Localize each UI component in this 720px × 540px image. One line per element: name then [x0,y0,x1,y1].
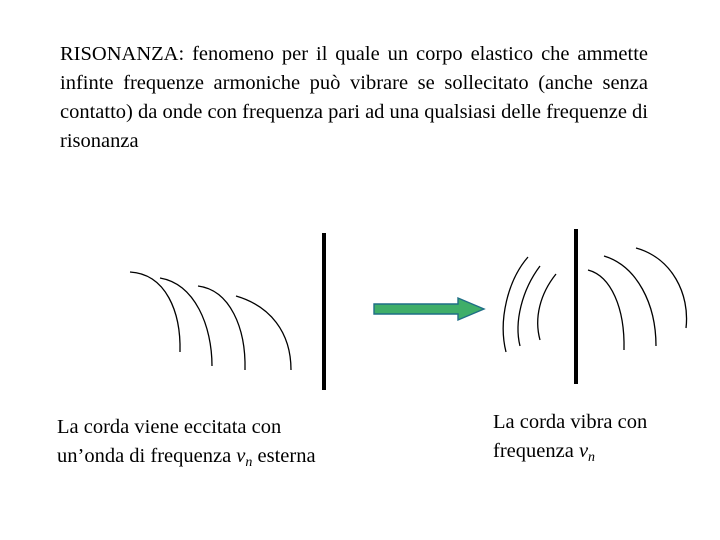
incoming-waves [130,272,291,370]
caption-left-suffix: esterna [257,445,316,467]
emitted-waves-right [588,248,687,350]
wavefront-2 [160,278,212,366]
caption-left-line1: La corda viene eccitata con [57,416,282,438]
nu-symbol: ν [578,440,589,462]
definition-text: fenomeno per il quale un corpo elastico che ammette infinte frequenze armoniche può vibrare se sollecitato (anche senza contatto) da onde con frequenza pari ad una qualsiasi delle frequenze di risonanza [60,43,649,152]
wavefront-3 [198,286,245,370]
wavefront-1 [130,272,180,352]
wave-right-3 [636,248,687,328]
wave-right-1 [588,270,624,350]
caption-excited-string [57,413,316,477]
wave-right-2 [604,256,656,346]
nu-subscript: n [245,455,253,470]
caption-left-prefix: un’onda di frequenza [57,445,232,467]
wave-left-2 [518,266,540,346]
nu-symbol: ν [236,445,246,467]
caption-right-prefix: frequenza [493,440,574,462]
nu-subscript: n [588,450,596,465]
emitted-waves-left [503,257,556,352]
caption-right-line1: La corda vibra con [493,411,648,433]
caption-vibrating-string [493,408,647,472]
arrow-icon [374,298,484,320]
wave-left-1 [503,257,528,352]
wave-left-3 [538,274,556,340]
definition-term: RISONANZA: [60,43,185,65]
